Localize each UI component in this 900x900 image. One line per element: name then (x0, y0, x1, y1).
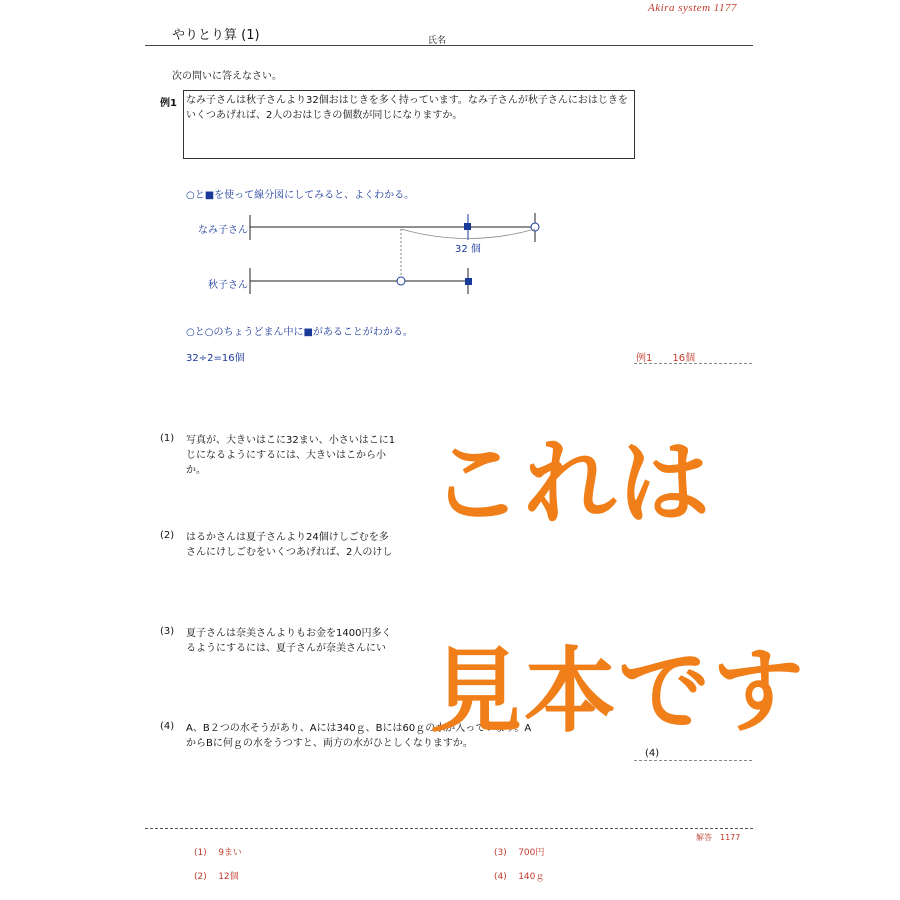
diagram-label-nami: なみ子さん (198, 225, 248, 236)
question-text: はるかさんは夏子さんより24個けしごむを多 さんにけしごむをいくつあげれば、2人のけし (186, 532, 393, 558)
name-label: 氏名 (428, 36, 447, 46)
answer-key-num: (2) (194, 872, 207, 882)
answer-label-4: (4) (645, 748, 660, 759)
example-answer: 例1 16個 (636, 353, 696, 364)
answer-cut-line (145, 828, 753, 829)
question-number: (1) (160, 433, 175, 444)
example-answer-rule (634, 363, 752, 364)
nami-square-marker (464, 223, 471, 230)
answer-key-item (194, 845, 242, 858)
diagram-note-2: ○と○のちょうどまん中に■があることがわかる。 (186, 327, 413, 338)
sample-watermark-line-2: 見本です (430, 638, 807, 745)
question-number: (4) (160, 721, 175, 732)
question-number: (2) (160, 530, 175, 541)
question-text: A、B２つの水そうがあり、Aには340ｇ、Bには60ｇの水が入っています。A からBに何ｇの水をうつすと、両方の水がひとしくなりますか。 (186, 723, 532, 749)
answer-key-item (494, 845, 544, 858)
brand-label: Akira system 1177 (648, 2, 737, 14)
answer-key-num: (4) (494, 872, 507, 882)
example-label: 例1 (160, 98, 177, 109)
question-text: 夏子さんは奈美さんよりもお金を1400円多く るようにするには、夏子さんが奈美さんにい (186, 628, 392, 654)
question-number: (3) (160, 626, 175, 637)
question-text: 写真が、大きいはこに32まい、小さいはこに1 じになるようにするには、大きいはこから小 か。 (186, 435, 396, 476)
answer-key-item (194, 869, 239, 882)
answer-key-value: 9まい (218, 848, 242, 858)
example-text: なみ子さんは秋子さんより32個おはじきを多く持っています。なみ子さんが秋子さんにおはじきをいくつあげれば、2人のおはじきの個数が同じになりますか。 (186, 95, 628, 121)
diagram-segment-label: 32 個 (455, 244, 481, 255)
answer-key-item (494, 869, 544, 882)
answer-key-num: (1) (194, 848, 207, 858)
answer-key-value: 140ｇ (518, 872, 545, 882)
aki-square-marker (465, 278, 472, 285)
answer-key-label: 解答 1177 (696, 833, 741, 842)
answer-4-rule (634, 760, 752, 761)
answer-key-num: (3) (494, 848, 507, 858)
instruction-text: 次の問いに答えなさい。 (172, 71, 282, 82)
answer-key-value: 12個 (218, 872, 239, 882)
aki-circle-marker (397, 277, 405, 285)
answer-key-value: 700円 (518, 848, 545, 858)
diagram-note-1: ○と■を使って線分図にしてみると、よくわかる。 (186, 190, 415, 201)
example-calculation: 32÷2=16個 (186, 353, 245, 364)
sample-watermark-line-1: これは (430, 430, 713, 537)
diagram-label-aki: 秋子さん (208, 280, 248, 291)
worksheet-title: やりとり算 (1) (172, 28, 260, 43)
